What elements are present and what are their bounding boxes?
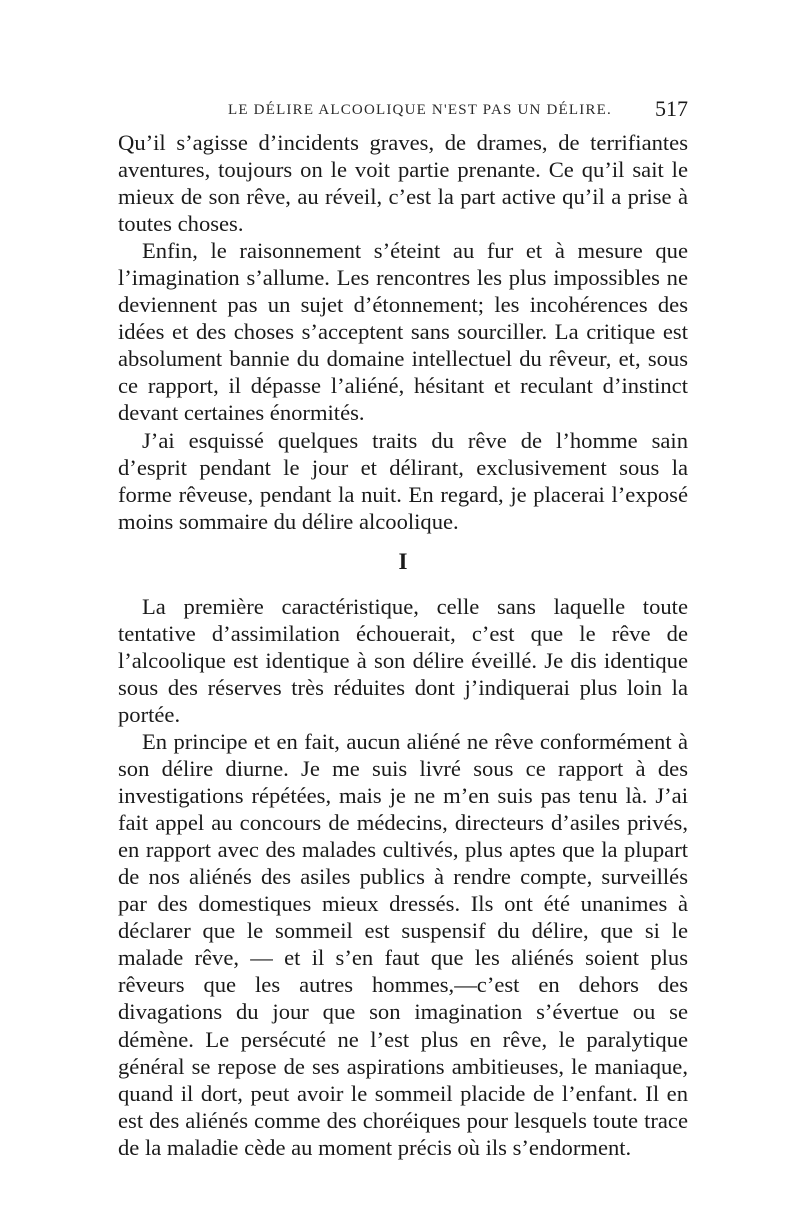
paragraph: En principe et en fait, aucun aliéné ne rêve conformément à son délire diurne. Je me suis livré sous ce rapport à des investigations répétées, mais je ne m’en suis pas tenu là. J’ai fait appel au concours de médecins, directeurs d’asiles privés, en rapport avec des malades cultivés, plus aptes que la plupart de nos aliénés des asiles publics à rendre compte, surveillés par des domestiques mieux dressés. Ils ont été unanimes à déclarer que le sommeil est suspensif du délire, que si le malade rêve, — et il s’en faut que les aliénés soient plus rêveurs que les autres hommes,—c’est en dehors des divagations du jour que son imagination s’évertue ou se démène. Le persécuté ne l’est plus en rêve, le paralytique général se repose de ses aspirations ambitieuses, le maniaque, quand il dort, peut avoir le sommeil placide de l’enfant. Il en est des aliénés comme des choréiques pour lesquels toute trace de la maladie cède au moment précis où ils s’endorment.	[118, 728, 688, 1160]
running-title: LE DÉLIRE ALCOOLIQUE N'EST PAS UN DÉLIRE.	[228, 102, 612, 118]
page-header	[118, 98, 688, 122]
paragraph: J’ai esquissé quelques traits du rêve de l’homme sain d’esprit pendant le jour et délirant, exclusivement sous la forme rêveuse, pendant la nuit. En regard, je placerai l’exposé moins sommaire du délire alcoolique.	[118, 427, 688, 534]
paragraph-continued: Qu’il s’agisse d’incidents graves, de drames, de terrifiantes aventures, toujours on le voit partie prenante. Ce qu’il sait le mieux de son rêve, au réveil, c’est la part active qu’il a prise à toutes choses.	[118, 130, 688, 237]
paragraph: La première caractéristique, celle sans laquelle toute tentative d’assimilation échouerait, c’est que le rêve de l’alcoolique est identique à son délire éveillé. Je dis identique sous des réserves très réduites dont j’indiquerai plus loin la portée.	[118, 593, 688, 727]
page-number: 517	[655, 96, 688, 121]
section-heading: I	[398, 548, 408, 574]
paragraph: Enfin, le raisonnement s’éteint au fur et à mesure que l’imagination s’allume. Les rencontres les plus impossibles ne deviennent pas un sujet d’étonnement; les incohérences des idées et des choses s’acceptent sans sourciller. La critique est absolument bannie du domaine intellectuel du rêveur, et, sous ce rapport, il dépasse l’aliéné, hésitant et reculant d’instinct devant certaines énormités.	[118, 238, 688, 426]
body-text	[118, 129, 688, 1161]
